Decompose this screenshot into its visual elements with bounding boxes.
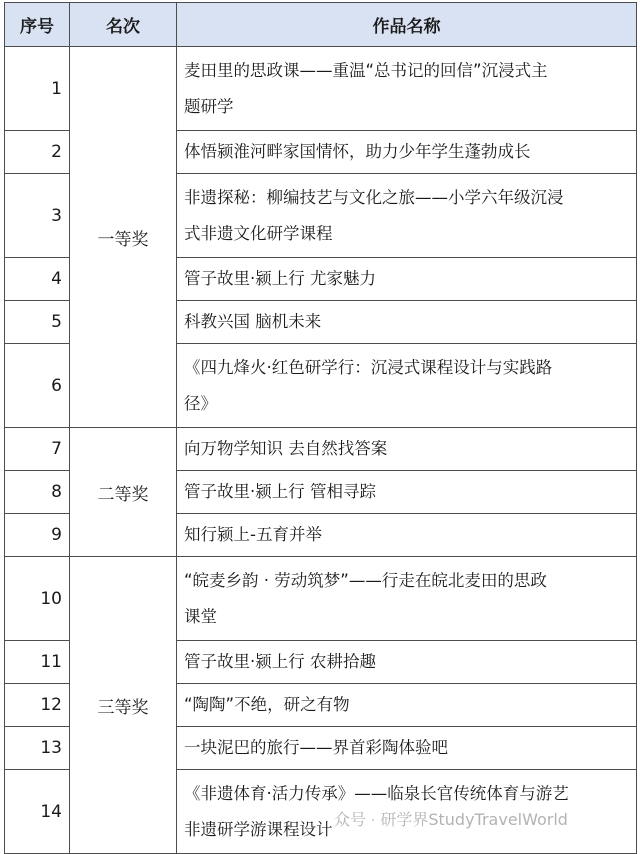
work-title-cell bbox=[177, 258, 637, 301]
work-title-line: “陶陶”不绝，研之有物 bbox=[184, 695, 350, 714]
work-title-cell bbox=[177, 428, 637, 471]
watermark-prefix: 众号 bbox=[334, 810, 367, 829]
work-title-line: 径》 bbox=[184, 393, 217, 413]
work-title-line: 《四九烽火·红色研学行：沉浸式课程设计与实践路 bbox=[184, 357, 553, 377]
work-title-cell bbox=[177, 344, 637, 428]
watermark-account: 研学界StudyTravelWorld bbox=[380, 810, 568, 829]
row-index: 8 bbox=[5, 471, 70, 514]
row-index: 3 bbox=[5, 174, 70, 258]
work-title-line: “皖麦乡韵 · 劳动筑梦”——行走在皖北麦田的思政 bbox=[184, 570, 547, 590]
table-header-row bbox=[5, 3, 637, 47]
work-title-cell bbox=[177, 557, 637, 641]
work-title-line: 麦田里的思政课——重温“总书记的回信”沉浸式主 bbox=[184, 60, 548, 80]
row-index: 10 bbox=[5, 557, 70, 641]
work-title-line: 体悟颍淮河畔家国情怀，助力少年学生蓬勃成长 bbox=[184, 142, 531, 161]
header-work-title: 作品名称 bbox=[177, 3, 637, 47]
award-table-body bbox=[5, 47, 637, 854]
row-index: 9 bbox=[5, 514, 70, 557]
header-index: 序号 bbox=[5, 3, 70, 47]
table-row bbox=[5, 428, 637, 471]
row-index: 6 bbox=[5, 344, 70, 428]
row-index: 5 bbox=[5, 301, 70, 344]
work-title-cell bbox=[177, 47, 637, 131]
table-row bbox=[5, 557, 637, 641]
work-title-cell bbox=[177, 301, 637, 344]
work-title-line: 管子故里·颍上行 尤家魅力 bbox=[184, 269, 376, 288]
work-title-line: 一块泥巴的旅行——界首彩陶体验吧 bbox=[184, 738, 448, 757]
watermark-separator: · bbox=[371, 814, 376, 829]
work-title-line: 题研学 bbox=[184, 96, 234, 116]
work-title-cell bbox=[177, 684, 637, 727]
work-title-cell bbox=[177, 727, 637, 770]
work-title-cell bbox=[177, 174, 637, 258]
row-index: 4 bbox=[5, 258, 70, 301]
row-index: 13 bbox=[5, 727, 70, 770]
header-rank: 名次 bbox=[70, 3, 177, 47]
work-title-line: 《非遗体育·活力传承》——临泉长官传统体育与游艺 bbox=[184, 783, 569, 803]
watermark bbox=[334, 807, 568, 830]
work-title-line: 非遗探秘：柳编技艺与文化之旅——小学六年级沉浸 bbox=[184, 187, 564, 207]
row-index: 12 bbox=[5, 684, 70, 727]
work-title-cell bbox=[177, 471, 637, 514]
work-title-cell bbox=[177, 641, 637, 684]
row-index: 7 bbox=[5, 428, 70, 471]
work-title-line: 管子故里·颍上行 管相寻踪 bbox=[184, 482, 376, 501]
work-title-cell bbox=[177, 514, 637, 557]
award-rank-cell: 二等奖 bbox=[70, 428, 177, 557]
work-title-cell bbox=[177, 131, 637, 174]
award-table bbox=[4, 2, 637, 854]
work-title-line: 向万物学知识 去自然找答案 bbox=[184, 439, 388, 458]
work-title-line: 非遗研学游课程设计 bbox=[184, 819, 333, 839]
table-row bbox=[5, 47, 637, 131]
row-index: 14 bbox=[5, 770, 70, 854]
work-title-line: 课堂 bbox=[184, 606, 217, 626]
work-title-line: 管子故里·颍上行 农耕拾趣 bbox=[184, 652, 376, 671]
work-title-line: 式非遗文化研学课程 bbox=[184, 223, 333, 243]
award-rank-cell: 一等奖 bbox=[70, 47, 177, 428]
award-rank-cell: 三等奖 bbox=[70, 557, 177, 854]
row-index: 11 bbox=[5, 641, 70, 684]
work-title-line: 知行颍上-五育并举 bbox=[184, 525, 322, 544]
work-title-line: 科教兴国 脑机未来 bbox=[184, 312, 322, 331]
row-index: 1 bbox=[5, 47, 70, 131]
row-index: 2 bbox=[5, 131, 70, 174]
